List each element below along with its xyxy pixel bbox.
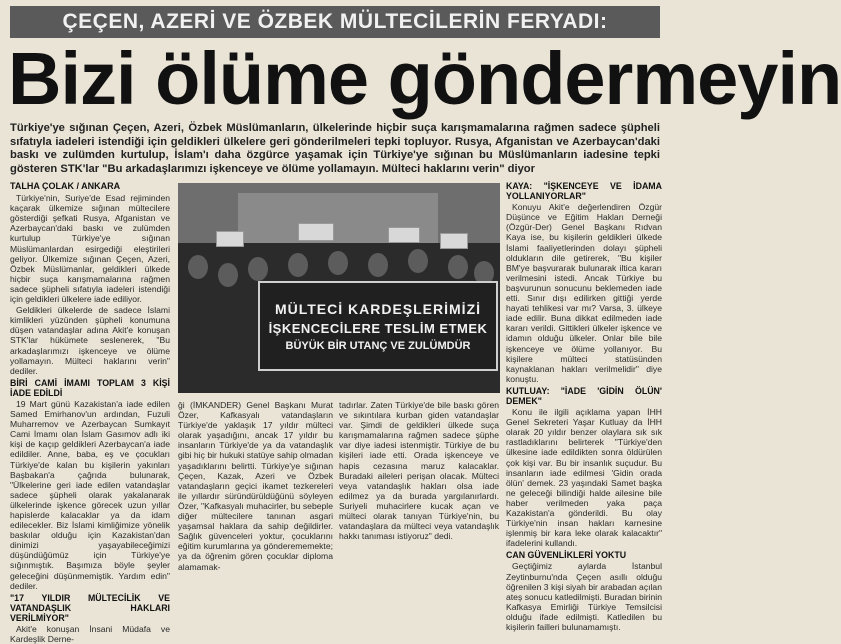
protest-sign: [216, 231, 244, 247]
paragraph: ği (İMKANDER) Genel Başkanı Murat Özer, Kafkasyalı vatandaşların Türkiye'de yaklaşık 17 yıldır mülteci olarak yaşadığını, ancak 17 yıldır bu insanların Türkiye'de ya da vatandaşlık gibi hiç bir hukuki statüye sahip olmadan yaşadıklarını belirtti. Türkiye'ye sığınan Çeçen, Kazak, Azeri ve Özbek vatandaşların geçici ikamet tezkereleri ile yıllardır süründürüldüğünü söyleyen Özer, "Kafkasyalı muhacirler, bu sebeple diğer mültecilere tanınan asgari yaşamsal haklara da sahip değildirler. Sağlık güvenceleri yoktur, çocuklarını eğitim kurumlarına ya gönderememekte; ya da öğrenim gören çocuklar diploma alamamak-: [178, 400, 333, 572]
person-head: [408, 249, 428, 273]
right-column: [506, 181, 662, 633]
subheading: CAN GÜVENLİKLERİ YOKTU: [506, 550, 627, 561]
banner-line: MÜLTECİ KARDEŞLERİMİZİ: [274, 300, 482, 317]
bottom-column-2: [339, 400, 499, 542]
subheading: "17 YILDIR MÜLTECİLİK VE VATANDAŞLIK HAKLARI VERİLMİYOR": [10, 592, 170, 623]
person-head: [188, 255, 208, 279]
paragraph: Akit'e konuşan İnsani Müdafa ve Kardeşlik Derne-: [10, 624, 170, 644]
protest-sign: [298, 223, 334, 241]
subheading: KAYA: "İŞKENCEYE VE İDAMA YOLLANIYORLAR": [506, 181, 662, 202]
person-head: [328, 251, 348, 275]
person-head: [288, 253, 308, 277]
byline: TALHA ÇOLAK / ANKARA: [10, 181, 121, 191]
protest-banner: [258, 281, 498, 371]
paragraph: Türkiye'nin, Suriye'de Esad rejiminden kaçarak ülkemize sığınan mültecilere gösterdiği şefkati Rusya, Afganistan ve Azerbaycan'daki baskı ve zulümden kurtulup Türkiye'ye sığınan Müslümanlardan esirgediği eleştirileri geliyor. Ülkemize sığınan Çeçen, Azeri, Özbek Müslümanlar, geldikleri ülkede hiçbir suça karışmamalarına rağmen sadece şüpheli sıfatıyla iadeleri istendiği için geldikleri ülkelere iade ediliyor.: [10, 193, 170, 305]
protest-sign: [440, 233, 468, 249]
lede-paragraph: Türkiye'ye sığınan Çeçen, Azeri, Özbek Müslümanların, ülkelerinde hiçbir suça karışmamalarına rağmen sadece şüpheli sıfatıyla iadeleri istendiği için geldikleri ülkelere geri gönderilmeleri tepki topluyor. Rusya, Afganistan ve Azerbaycan'daki baskı ve zulümden kurtulup, İslam'ı daha özgürce yaşamak için Türkiye'ye sığınan bu Müslümanların iadesine tepki gösteren STK'lar "Bu arkadaşlarımızı işkenceye ve ölüme yollamayın. Mülteci haklarını verin" diyor: [10, 122, 660, 175]
protest-photo: [178, 183, 500, 393]
paragraph: Geldikleri ülkelerde de sadece İslami kimlikleri yüzünden şüpheli konumuna düşen vatandaşlar adına Akit'e konuşan STK'lar hükümete seslenerek, "Bu arkadaşlarımızı işkenceye ve ölüme yollamayın. Mülteci haklarını verin" dediler.: [10, 305, 170, 376]
protest-sign: [388, 227, 420, 243]
left-column: [10, 181, 170, 644]
person-head: [368, 253, 388, 277]
person-head: [218, 263, 238, 287]
kicker-banner: ÇEÇEN, AZERİ VE ÖZBEK MÜLTECİLERİN FERYADI:: [10, 6, 660, 38]
banner-line: BÜYÜK BİR UTANÇ VE ZULÜMDÜR: [285, 339, 471, 352]
headline: Bizi ölüme göndermeyin: [8, 37, 841, 120]
banner-line: İŞKENCECİLERE TESLİM ETMEK: [268, 320, 488, 336]
subheading: KUTLUAY: "İADE 'GİDİN ÖLÜN' DEMEK": [506, 385, 662, 406]
paragraph: 19 Mart günü Kazakistan'a iade edilen Samed Emirhanov'un ardından, Fuzuli Muharremov ve Azerbaycan Sumkayıt Cami İmamı olan İslam Gasımov adlı iki kişi de kaçıp geldikleri Azerbaycan'a iade edildiler. Anne, baba, eş ve çocukları Türkiye'de kalan bu kişilerin yakınları Başbakan'a çağrıda bulunarak, "Ülkelerine geri iade edilen vatandaşlar sadece şüpheli olarak yakalanarak ülkelerinde işkence görecek uzun yıllar hapislerde kalacaklar ya da idam edilecekler. Biz İslami kimliğimize yönelik baskılar olduğu için Kazakistan'dan dinimizi yaşayabileceğimizi düşündüğümüz için Türkiye'ye sığınmıştık. Başımıza böyle şeyler geleceğini düşünmemiştik. Yardım edin" dediler.: [10, 398, 170, 591]
person-head: [448, 255, 468, 279]
bottom-column-1: [178, 400, 333, 572]
paragraph: Geçtiğimiz aylarda İstanbul Zeytinburnu'nda Çeçen asıllı olduğu öğrenilen 3 kişi siyah bir arabadan açılan ateş sonucu katledilmişti. Buradan birinin Kafkasya Emirliği Türkiye Temsilcisi olduğu ifade edilmişti. Katledilen bu kişilerin failleri bulunamamıştı.: [506, 561, 662, 633]
paragraph: Konu ile ilgili açıklama yapan İHH Genel Sekreteri Yaşar Kutluay da İHH olarak 20 yıldır benzer olaylara sık sık rastladıklarını belirterek "Türkiye'den ülkesine iade edildikten sonra öldürülen çok kişi var. Bu bir insanlık suçudur. Bu insanların iade edilmesi 'Gidin orada ölün' demek. 23 yaşındaki Samet başka ne geleceği bilindiği halde ailesine bile haber verilmeden yaka paça Kazakistan'a gönderildi. Bu olay Türkiye'nin insan hakları karnesine işlenmiş bir kara leke olarak kalacaktır" ifadelerini kullandı.: [506, 407, 662, 549]
paragraph: tadırlar. Zaten Türkiye'de bile baskı gören ve sıkıntılara kurban giden vatandaşlar var. Şimdi de geldikleri ülkede suça karışmamalarına rağmen sadece şüphe var diye iadesi istenmiştir. Türkiye de bu kişileri iade etti. Orada işkenceye ve hapis cezasına maruz kalacaklar. Buradaki aileleri perişan olacak. Mülteci veya vatandaşlık hakları olsa iade edilmez ya da burada yargılanırlardı. Suriyeli muhacirlere kucak açan ve mülteci olarak tanıyan Türkiye'nin, bu vatandaşlara da mülteci veya vatandaşlık hakkı tanıması istiyoruz" dedi.: [339, 400, 499, 542]
paragraph: Konuyu Akit'e değerlendiren Özgür Düşünce ve Eğitim Hakları Derneği (Özgür-Der) Genel Başkanı Rıdvan Kaya ise, bu kişilerin geldikleri ülkede İslami faaliyetlerinden dolayı şüpheli oldukların dile getirerek, "Bu kişiler BM'ye başvurarak bulunarak iltica kararı verilmesini istedi. Ancak Türkiye bu başvurunun sonucunu beklemeden iade etti. Sınır dışı edilirken gittiği yerde hayati tehlikesi var mı? Varsa, 3. ülkeye iade edilir. Buna dikkat edilmeden iade kararı verildi. Gittikleri ülkeler işkence ve idamın olduğu ülkeler. Onlar bile bile işkenceye ve ölüme yollanıyor. Bu kişilere mülteci statüsünden kaynaklanan hakları verilmelidir" diye konuştu.: [506, 202, 662, 384]
subheading: BİRİ CAMİ İMAMI TOPLAM 3 KİŞİ İADE EDİLDİ: [10, 377, 170, 398]
person-head: [248, 257, 268, 281]
